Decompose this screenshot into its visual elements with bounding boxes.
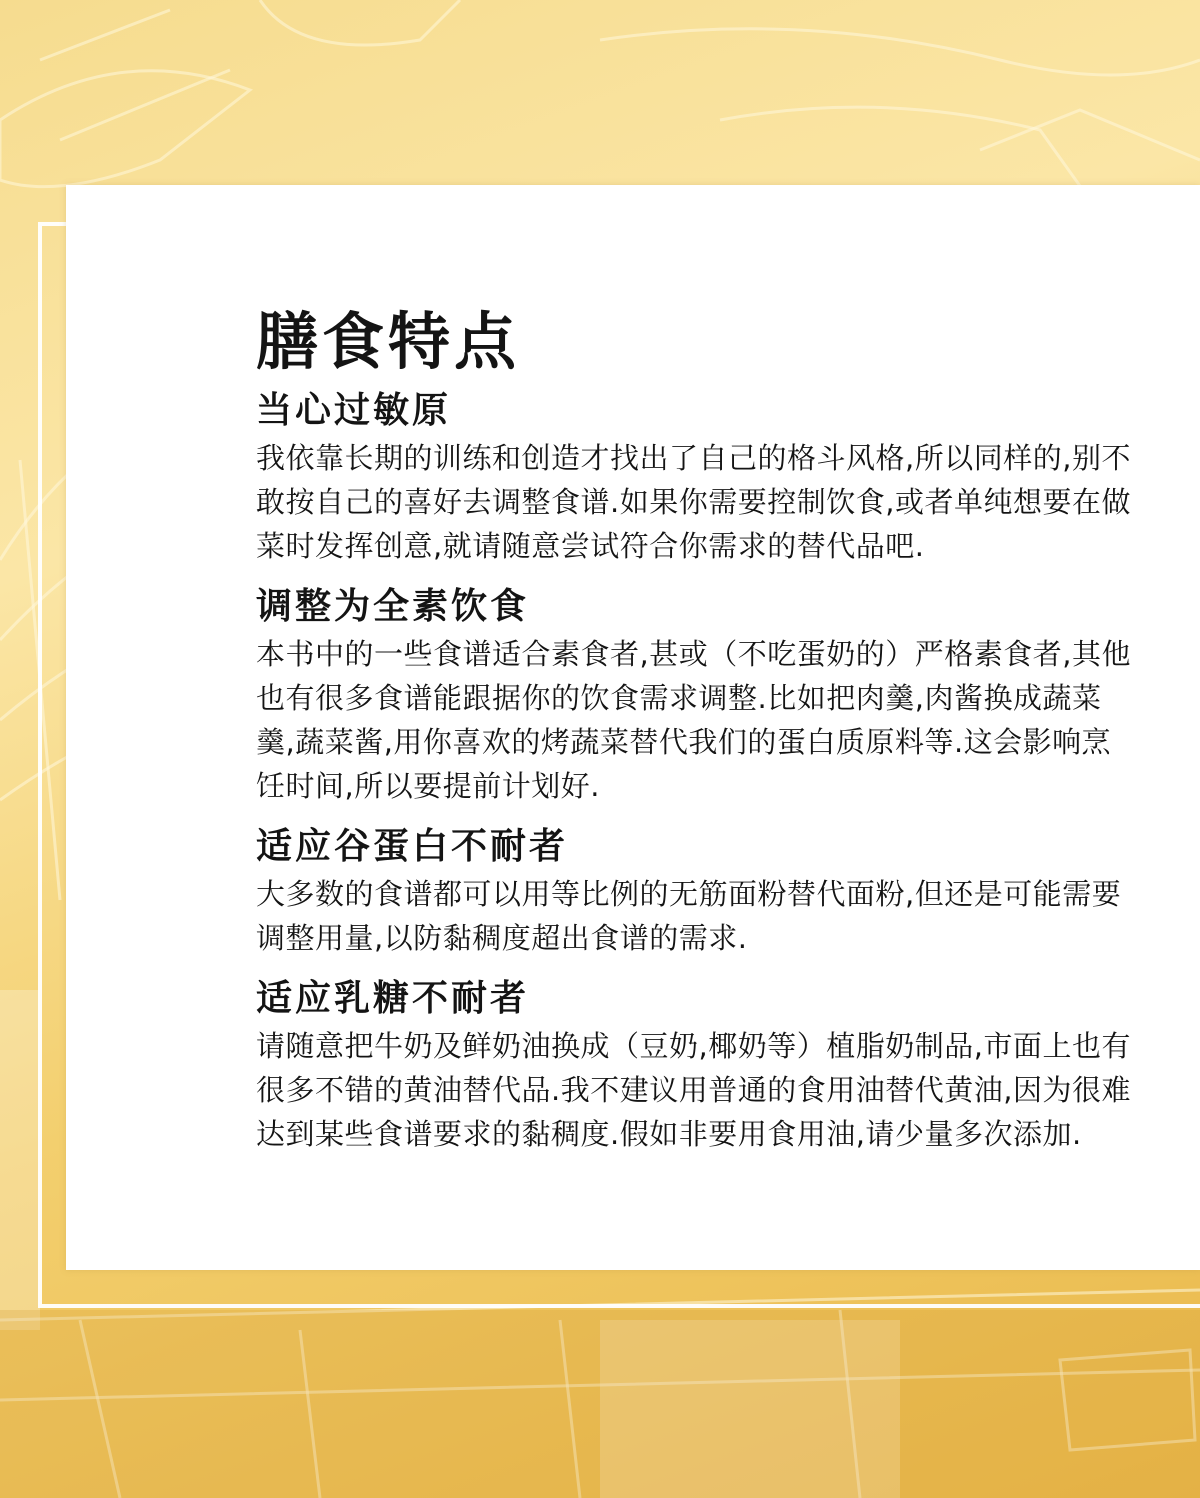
section-body: 大多数的食谱都可以用等比例的无筋面粉替代面粉,但还是可能需要调整用量,以防黏稠度超出食谱的需求. bbox=[256, 877, 1122, 955]
section-heading: 适应乳糖不耐者 bbox=[256, 978, 530, 1019]
content-column bbox=[256, 300, 1136, 1170]
section-vegan bbox=[256, 582, 1136, 808]
section-gluten-intolerance bbox=[256, 822, 1136, 960]
page-title: 膳食特点 bbox=[256, 305, 521, 378]
section-body: 本书中的一些食谱适合素食者,甚或（不吃蛋奶的）严格素食者,其他也有很多食谱能跟据你的饮食需求调整.比如把肉羹,肉酱换成蔬菜羹,蔬菜酱,用你喜欢的烤蔬菜替代我们的蛋白质原料等.这会影响烹饪时间,所以要提前计划好. bbox=[256, 637, 1131, 803]
section-lactose-intolerance bbox=[256, 974, 1136, 1156]
section-heading: 适应谷蛋白不耐者 bbox=[256, 826, 569, 867]
section-allergens bbox=[256, 386, 1136, 568]
section-body: 请随意把牛奶及鲜奶油换成（豆奶,椰奶等）植脂奶制品,市面上也有很多不错的黄油替代品.我不建议用普通的食用油替代黄油,因为很难达到某些食谱要求的黏稠度.假如非要用食用油,请少量多次添加. bbox=[256, 1029, 1131, 1151]
section-body: 我依靠长期的训练和创造才找出了自己的格斗风格,所以同样的,别不敢按自己的喜好去调整食谱.如果你需要控制饮食,或者单纯想要在做菜时发挥创意,就请随意尝试符合你需求的替代品吧. bbox=[256, 441, 1131, 563]
section-heading: 调整为全素饮食 bbox=[256, 586, 530, 627]
section-heading: 当心过敏原 bbox=[256, 390, 452, 431]
